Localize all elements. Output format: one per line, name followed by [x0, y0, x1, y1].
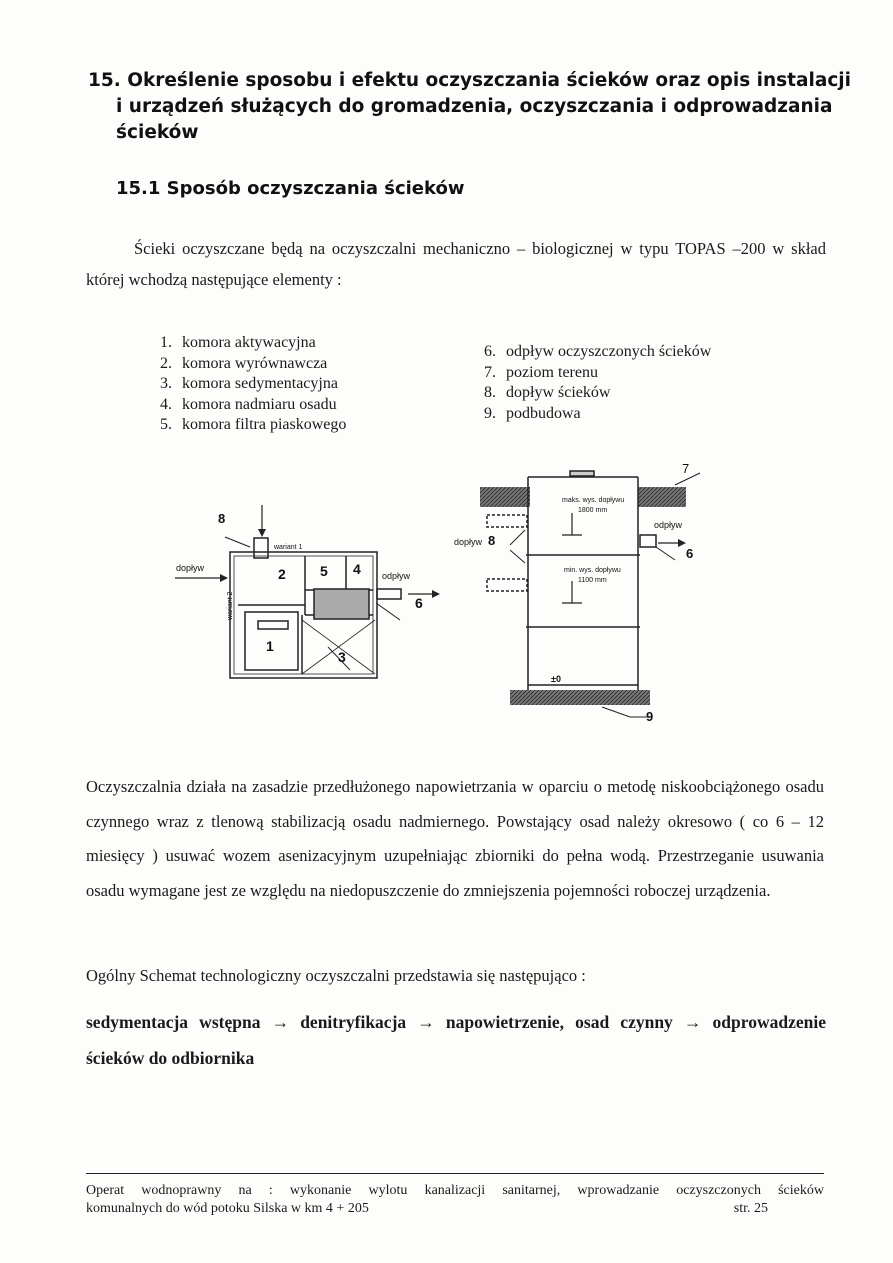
footer-line-1: Operat wodnoprawny na : wykonanie wylotu kanalizacji sanitarnej, wprowadzanie oczyszczonych ścieków [86, 1183, 824, 1198]
label-8: 8 [218, 511, 226, 526]
outflow-6-label: 6 [415, 595, 423, 611]
plan-view [175, 505, 440, 678]
list-item: 5. komora filtra piaskowego [160, 416, 347, 433]
chamber-3-label: 3 [338, 649, 346, 665]
list-item: 4. komora nadmiaru osadu [160, 395, 337, 413]
chamber-4-label: 4 [353, 561, 361, 577]
filter-box [314, 589, 369, 619]
max-level-value: 1800 mm [578, 507, 608, 514]
page-number: str. 25 [733, 1201, 768, 1216]
element-list-left [160, 333, 346, 436]
list-item: 2. komora wyrównawcza [160, 354, 328, 372]
max-level-label: maks. wys. dopływu [562, 497, 625, 504]
subsection-heading: 15.1 Sposób oczyszczania ścieków [116, 178, 465, 199]
list-item: 6. odpływ oczyszczonych ścieków [484, 343, 712, 360]
footer-divider [86, 1173, 824, 1174]
section-inflow-label: dopływ [454, 537, 483, 547]
intro-paragraph: Ścieki oczyszczane będą na oczyszczalni mechaniczno – biologicznej w typu TOPAS –200 w skład której wchodzą następujące elementy : [86, 239, 826, 289]
ground-left [480, 487, 530, 507]
section-outflow-label: odpływ [654, 520, 683, 530]
footer-line-2 [86, 1200, 824, 1218]
min-level-label: min. wys. dopływu [564, 567, 621, 574]
foundation-9-label: 9 [646, 709, 654, 724]
foundation [510, 690, 650, 705]
list-item: 1. komora aktywacyjna [160, 334, 316, 351]
list-item: 8. dopływ ścieków [484, 384, 611, 401]
chamber-1-label: 1 [266, 638, 274, 654]
process-schema: sedymentacja wstępna → denitryfikacja → napowietrzenie, osad czynny → odprowadzenie ścieków do odbiornika [86, 1012, 826, 1068]
list-item: 9. podbudowa [484, 404, 581, 422]
inlet-shaft [254, 538, 268, 558]
variant-1-label: wariant 1 [274, 544, 303, 551]
chamber-5-label: 5 [320, 563, 328, 579]
zero-level-label: ±0 [551, 674, 561, 684]
ground-level-7-label: 7 [682, 461, 690, 476]
section-outflow-6-label: 6 [686, 546, 694, 561]
description-paragraph: Oczyszczalnia działa na zasadzie przedłużonego napowietrzania w oparciu o metodę niskoobciążonego osadu czynnego wraz z tlenową stabilizacją osadu nadmiernego. Powstający osad należy okresowo ( co 6 – 12 miesięcy ) usuwać wozem asenizacyjnym uzupełniając zbiorniki do pełna wodą. Przestrzeganie usuwania osadu wymagane jest ze względu na niedopuszczenie do zmniejszenia pojemności roboczej urządzenia. [86, 777, 824, 900]
footer-location: komunalnych do wód potoku Silska w km 4 + 205 [86, 1201, 369, 1216]
min-level-value: 1100 mm [578, 577, 607, 584]
treatment-plant-diagram [170, 455, 694, 735]
ground-right [638, 487, 686, 507]
variant-2-label: wariant 2 [227, 591, 234, 620]
list-item: 7. poziom terenu [484, 363, 598, 381]
list-item: 3. komora sedymentacyjna [160, 375, 338, 392]
section-heading: 15. Określenie sposobu i efektu oczyszczania ścieków oraz opis instalacji i urządzeń służących do gromadzenia, oczyszczania i odprowadzania ścieków [88, 70, 851, 143]
element-list-right [484, 342, 711, 424]
outflow-label: odpływ [382, 571, 411, 581]
schema-intro: Ogólny Schemat technologiczny oczyszczalni przedstawia się następująco : [86, 966, 586, 985]
footer [86, 1182, 824, 1218]
inflow-label: dopływ [176, 563, 205, 573]
section-inflow-8-label: 8 [488, 533, 496, 548]
chamber-2-label: 2 [278, 566, 286, 582]
plan-labels [176, 511, 423, 665]
